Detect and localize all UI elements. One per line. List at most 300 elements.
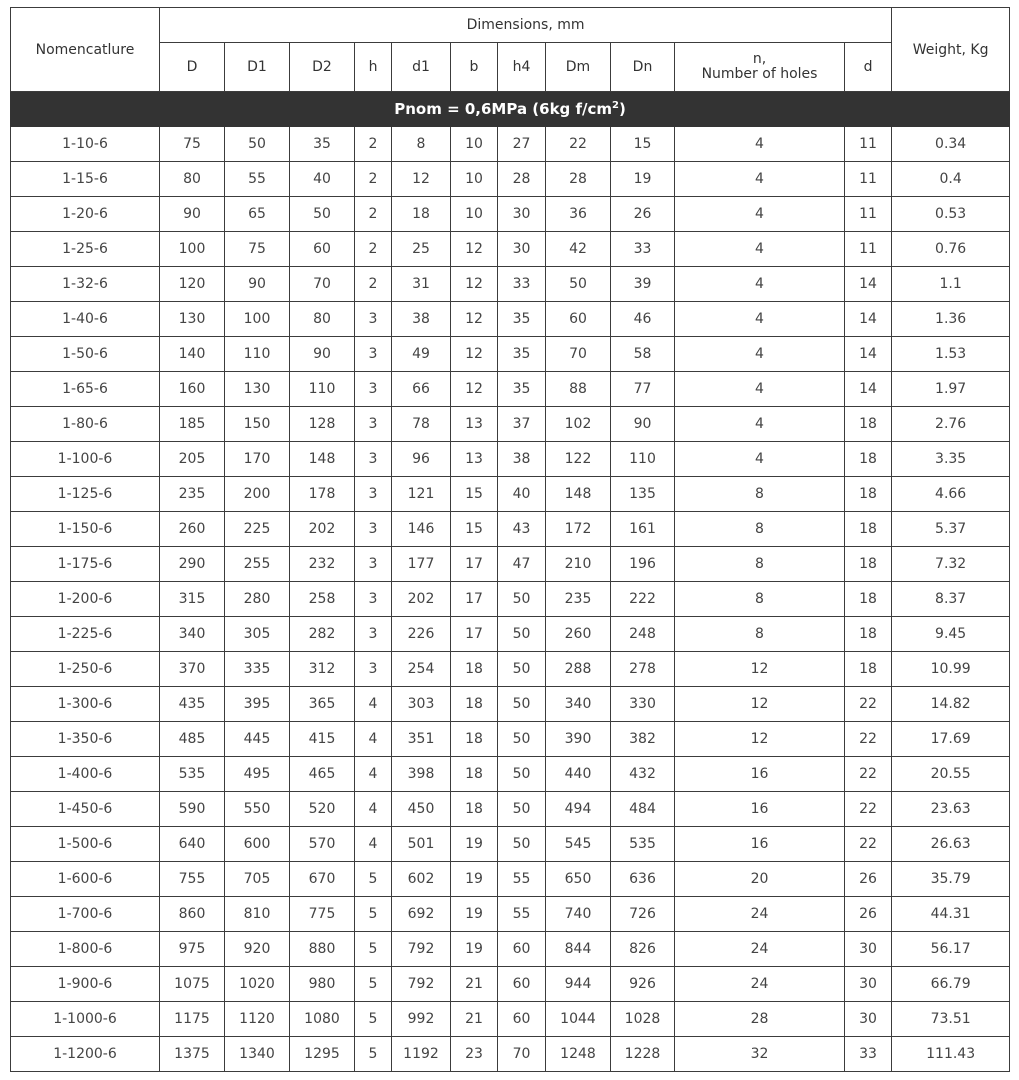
- cell-weight: 1.1: [892, 267, 1010, 302]
- cell-d: 14: [845, 302, 892, 337]
- cell-D: 130: [160, 302, 225, 337]
- table-row: [11, 862, 1010, 897]
- table-row: [11, 127, 1010, 162]
- cell-d: 30: [845, 967, 892, 1002]
- cell-h4: 28: [498, 162, 546, 197]
- cell-d: 11: [845, 162, 892, 197]
- cell-Dm: 42: [546, 232, 611, 267]
- cell-D2: 365: [290, 687, 355, 722]
- cell-d1: 8: [392, 127, 451, 162]
- cell-b: 12: [451, 302, 498, 337]
- cell-h4: 55: [498, 862, 546, 897]
- cell-h: 3: [355, 372, 392, 407]
- cell-Dn: 1228: [611, 1037, 675, 1072]
- cell-h4: 50: [498, 652, 546, 687]
- header-weight: Weight, Kg: [892, 8, 1010, 92]
- cell-weight: 17.69: [892, 722, 1010, 757]
- cell-D1: 280: [225, 582, 290, 617]
- cell-D: 1175: [160, 1002, 225, 1037]
- cell-b: 18: [451, 652, 498, 687]
- cell-d: 18: [845, 407, 892, 442]
- cell-D: 435: [160, 687, 225, 722]
- cell-d: 22: [845, 792, 892, 827]
- cell-d1: 398: [392, 757, 451, 792]
- cell-nomenclature: 1-900-6: [11, 967, 160, 1002]
- cell-d1: 177: [392, 547, 451, 582]
- cell-Dn: 26: [611, 197, 675, 232]
- cell-nomenclature: 1-40-6: [11, 302, 160, 337]
- cell-D: 340: [160, 617, 225, 652]
- cell-D: 185: [160, 407, 225, 442]
- cell-h: 3: [355, 442, 392, 477]
- cell-weight: 111.43: [892, 1037, 1010, 1072]
- cell-D1: 50: [225, 127, 290, 162]
- cell-Dn: 58: [611, 337, 675, 372]
- cell-nomenclature: 1-200-6: [11, 582, 160, 617]
- cell-h4: 50: [498, 687, 546, 722]
- cell-weight: 0.34: [892, 127, 1010, 162]
- cell-D1: 100: [225, 302, 290, 337]
- cell-nomenclature: 1-700-6: [11, 897, 160, 932]
- cell-h: 3: [355, 652, 392, 687]
- cell-weight: 4.66: [892, 477, 1010, 512]
- cell-h: 5: [355, 932, 392, 967]
- header-col-d: d: [845, 43, 892, 92]
- cell-D1: 445: [225, 722, 290, 757]
- cell-D2: 258: [290, 582, 355, 617]
- flange-spec-table: [10, 7, 1010, 1072]
- cell-D2: 570: [290, 827, 355, 862]
- table-row: [11, 757, 1010, 792]
- cell-b: 18: [451, 687, 498, 722]
- cell-Dm: 260: [546, 617, 611, 652]
- cell-h: 3: [355, 582, 392, 617]
- header-col-h: h: [355, 43, 392, 92]
- cell-d1: 38: [392, 302, 451, 337]
- cell-D2: 775: [290, 897, 355, 932]
- cell-nomenclature: 1-600-6: [11, 862, 160, 897]
- cell-D2: 520: [290, 792, 355, 827]
- header-col-d1: d1: [392, 43, 451, 92]
- table-row: [11, 617, 1010, 652]
- cell-D2: 1080: [290, 1002, 355, 1037]
- cell-weight: 9.45: [892, 617, 1010, 652]
- cell-d1: 226: [392, 617, 451, 652]
- header-col-D: D: [160, 43, 225, 92]
- cell-b: 15: [451, 512, 498, 547]
- cell-number-of-holes: 24: [675, 897, 845, 932]
- cell-Dn: 726: [611, 897, 675, 932]
- table-row: [11, 337, 1010, 372]
- cell-Dn: 46: [611, 302, 675, 337]
- table-row: [11, 547, 1010, 582]
- cell-d1: 12: [392, 162, 451, 197]
- cell-weight: 56.17: [892, 932, 1010, 967]
- cell-h: 3: [355, 617, 392, 652]
- pressure-band-superscript: 2: [612, 100, 620, 111]
- cell-D1: 1020: [225, 967, 290, 1002]
- cell-number-of-holes: 4: [675, 302, 845, 337]
- cell-weight: 3.35: [892, 442, 1010, 477]
- cell-number-of-holes: 12: [675, 652, 845, 687]
- cell-Dn: 1028: [611, 1002, 675, 1037]
- header-col-h4: h4: [498, 43, 546, 92]
- table-row: [11, 932, 1010, 967]
- cell-D1: 65: [225, 197, 290, 232]
- cell-number-of-holes: 12: [675, 687, 845, 722]
- table-row: [11, 442, 1010, 477]
- cell-b: 12: [451, 337, 498, 372]
- cell-Dm: 844: [546, 932, 611, 967]
- pressure-band: [11, 92, 1010, 127]
- cell-D1: 1120: [225, 1002, 290, 1037]
- header-nomenclature: Nomencatlure: [11, 8, 160, 92]
- header-holes-line2: Number of holes: [701, 66, 818, 82]
- cell-nomenclature: 1-450-6: [11, 792, 160, 827]
- cell-D2: 980: [290, 967, 355, 1002]
- cell-b: 17: [451, 582, 498, 617]
- cell-number-of-holes: 8: [675, 547, 845, 582]
- pressure-band-row: [11, 92, 1010, 127]
- cell-d: 14: [845, 337, 892, 372]
- cell-D1: 110: [225, 337, 290, 372]
- cell-Dn: 636: [611, 862, 675, 897]
- flange-spec-table-container: [10, 7, 1009, 1072]
- cell-D2: 60: [290, 232, 355, 267]
- cell-nomenclature: 1-300-6: [11, 687, 160, 722]
- cell-nomenclature: 1-800-6: [11, 932, 160, 967]
- cell-D: 120: [160, 267, 225, 302]
- cell-number-of-holes: 4: [675, 407, 845, 442]
- table-row: [11, 407, 1010, 442]
- cell-D2: 90: [290, 337, 355, 372]
- cell-d: 14: [845, 372, 892, 407]
- cell-b: 17: [451, 617, 498, 652]
- cell-d1: 25: [392, 232, 451, 267]
- cell-Dm: 210: [546, 547, 611, 582]
- cell-Dm: 172: [546, 512, 611, 547]
- cell-Dn: 90: [611, 407, 675, 442]
- cell-Dn: 135: [611, 477, 675, 512]
- cell-Dm: 340: [546, 687, 611, 722]
- cell-Dm: 50: [546, 267, 611, 302]
- cell-D2: 282: [290, 617, 355, 652]
- cell-b: 12: [451, 372, 498, 407]
- cell-Dm: 28: [546, 162, 611, 197]
- cell-number-of-holes: 4: [675, 267, 845, 302]
- cell-Dm: 1248: [546, 1037, 611, 1072]
- cell-b: 19: [451, 862, 498, 897]
- cell-d: 18: [845, 442, 892, 477]
- cell-D1: 200: [225, 477, 290, 512]
- table-row: [11, 302, 1010, 337]
- cell-D1: 90: [225, 267, 290, 302]
- cell-Dn: 39: [611, 267, 675, 302]
- cell-d: 18: [845, 582, 892, 617]
- cell-Dn: 926: [611, 967, 675, 1002]
- cell-b: 12: [451, 232, 498, 267]
- table-row: [11, 232, 1010, 267]
- cell-D2: 128: [290, 407, 355, 442]
- cell-Dm: 122: [546, 442, 611, 477]
- cell-weight: 0.4: [892, 162, 1010, 197]
- cell-h4: 60: [498, 967, 546, 1002]
- table-row: [11, 372, 1010, 407]
- cell-D: 290: [160, 547, 225, 582]
- cell-d: 22: [845, 687, 892, 722]
- cell-d1: 121: [392, 477, 451, 512]
- cell-h4: 55: [498, 897, 546, 932]
- cell-h: 5: [355, 1002, 392, 1037]
- cell-d: 26: [845, 862, 892, 897]
- cell-h: 2: [355, 127, 392, 162]
- cell-Dn: 19: [611, 162, 675, 197]
- cell-nomenclature: 1-1000-6: [11, 1002, 160, 1037]
- cell-h: 3: [355, 477, 392, 512]
- cell-D2: 1295: [290, 1037, 355, 1072]
- cell-Dn: 222: [611, 582, 675, 617]
- cell-h4: 35: [498, 302, 546, 337]
- cell-b: 15: [451, 477, 498, 512]
- cell-D1: 130: [225, 372, 290, 407]
- cell-d: 14: [845, 267, 892, 302]
- cell-Dn: 33: [611, 232, 675, 267]
- cell-D: 75: [160, 127, 225, 162]
- cell-d: 18: [845, 652, 892, 687]
- table-row: [11, 652, 1010, 687]
- table-row: [11, 582, 1010, 617]
- cell-b: 21: [451, 1002, 498, 1037]
- pressure-band-text: Pnom = 0,6MPa (6kg f/cm: [394, 100, 613, 118]
- cell-nomenclature: 1-175-6: [11, 547, 160, 582]
- cell-Dm: 545: [546, 827, 611, 862]
- cell-h: 3: [355, 547, 392, 582]
- cell-d: 11: [845, 127, 892, 162]
- cell-D1: 810: [225, 897, 290, 932]
- cell-b: 23: [451, 1037, 498, 1072]
- cell-h: 4: [355, 792, 392, 827]
- cell-weight: 14.82: [892, 687, 1010, 722]
- cell-D2: 415: [290, 722, 355, 757]
- table-row: [11, 967, 1010, 1002]
- cell-h4: 50: [498, 582, 546, 617]
- cell-D2: 148: [290, 442, 355, 477]
- cell-h: 2: [355, 232, 392, 267]
- cell-d: 26: [845, 897, 892, 932]
- cell-Dn: 161: [611, 512, 675, 547]
- cell-nomenclature: 1-10-6: [11, 127, 160, 162]
- cell-nomenclature: 1-25-6: [11, 232, 160, 267]
- cell-weight: 10.99: [892, 652, 1010, 687]
- cell-b: 13: [451, 442, 498, 477]
- cell-d1: 78: [392, 407, 451, 442]
- cell-d: 18: [845, 512, 892, 547]
- cell-D1: 225: [225, 512, 290, 547]
- cell-number-of-holes: 4: [675, 442, 845, 477]
- cell-h: 4: [355, 827, 392, 862]
- cell-Dm: 148: [546, 477, 611, 512]
- cell-Dn: 330: [611, 687, 675, 722]
- cell-D: 370: [160, 652, 225, 687]
- cell-D2: 70: [290, 267, 355, 302]
- cell-D1: 170: [225, 442, 290, 477]
- cell-Dn: 278: [611, 652, 675, 687]
- cell-Dm: 390: [546, 722, 611, 757]
- cell-D2: 670: [290, 862, 355, 897]
- cell-h: 2: [355, 267, 392, 302]
- cell-number-of-holes: 4: [675, 127, 845, 162]
- cell-D1: 395: [225, 687, 290, 722]
- cell-D: 590: [160, 792, 225, 827]
- cell-weight: 1.36: [892, 302, 1010, 337]
- cell-d1: 351: [392, 722, 451, 757]
- cell-h4: 35: [498, 372, 546, 407]
- cell-h: 3: [355, 407, 392, 442]
- cell-Dm: 494: [546, 792, 611, 827]
- header-col-Dm: Dm: [546, 43, 611, 92]
- cell-Dm: 1044: [546, 1002, 611, 1037]
- cell-Dm: 36: [546, 197, 611, 232]
- cell-weight: 20.55: [892, 757, 1010, 792]
- cell-d1: 450: [392, 792, 451, 827]
- cell-D: 80: [160, 162, 225, 197]
- cell-b: 19: [451, 932, 498, 967]
- cell-D1: 495: [225, 757, 290, 792]
- cell-nomenclature: 1-250-6: [11, 652, 160, 687]
- cell-weight: 0.53: [892, 197, 1010, 232]
- cell-h4: 50: [498, 722, 546, 757]
- cell-d1: 146: [392, 512, 451, 547]
- cell-b: 18: [451, 757, 498, 792]
- cell-d: 11: [845, 232, 892, 267]
- table-row: [11, 477, 1010, 512]
- cell-D: 535: [160, 757, 225, 792]
- cell-Dn: 826: [611, 932, 675, 967]
- cell-D2: 178: [290, 477, 355, 512]
- cell-b: 10: [451, 127, 498, 162]
- cell-b: 21: [451, 967, 498, 1002]
- cell-Dn: 432: [611, 757, 675, 792]
- cell-weight: 44.31: [892, 897, 1010, 932]
- cell-d1: 792: [392, 932, 451, 967]
- cell-d1: 254: [392, 652, 451, 687]
- table-row: [11, 267, 1010, 302]
- cell-nomenclature: 1-125-6: [11, 477, 160, 512]
- cell-number-of-holes: 28: [675, 1002, 845, 1037]
- cell-D1: 920: [225, 932, 290, 967]
- cell-h: 3: [355, 302, 392, 337]
- cell-nomenclature: 1-350-6: [11, 722, 160, 757]
- cell-number-of-holes: 4: [675, 162, 845, 197]
- cell-number-of-holes: 24: [675, 932, 845, 967]
- cell-Dm: 288: [546, 652, 611, 687]
- cell-D: 90: [160, 197, 225, 232]
- cell-nomenclature: 1-32-6: [11, 267, 160, 302]
- cell-Dn: 15: [611, 127, 675, 162]
- table-row: [11, 687, 1010, 722]
- cell-D: 485: [160, 722, 225, 757]
- cell-d1: 992: [392, 1002, 451, 1037]
- cell-D1: 305: [225, 617, 290, 652]
- table-row: [11, 512, 1010, 547]
- cell-number-of-holes: 8: [675, 617, 845, 652]
- table-row: [11, 722, 1010, 757]
- cell-Dm: 944: [546, 967, 611, 1002]
- cell-d: 22: [845, 722, 892, 757]
- cell-D: 315: [160, 582, 225, 617]
- cell-Dn: 382: [611, 722, 675, 757]
- cell-Dn: 196: [611, 547, 675, 582]
- cell-d1: 303: [392, 687, 451, 722]
- cell-weight: 7.32: [892, 547, 1010, 582]
- cell-nomenclature: 1-150-6: [11, 512, 160, 547]
- cell-D: 755: [160, 862, 225, 897]
- cell-D: 1075: [160, 967, 225, 1002]
- table-header: [11, 8, 1010, 92]
- cell-Dn: 484: [611, 792, 675, 827]
- cell-d1: 1192: [392, 1037, 451, 1072]
- cell-D: 1375: [160, 1037, 225, 1072]
- cell-D1: 255: [225, 547, 290, 582]
- cell-d: 18: [845, 617, 892, 652]
- cell-nomenclature: 1-50-6: [11, 337, 160, 372]
- cell-h4: 30: [498, 197, 546, 232]
- cell-b: 18: [451, 722, 498, 757]
- header-col-b: b: [451, 43, 498, 92]
- header-dimensions: Dimensions, mm: [160, 8, 892, 43]
- cell-nomenclature: 1-20-6: [11, 197, 160, 232]
- cell-nomenclature: 1-65-6: [11, 372, 160, 407]
- cell-Dn: 535: [611, 827, 675, 862]
- cell-b: 17: [451, 547, 498, 582]
- table-row: [11, 162, 1010, 197]
- cell-weight: 23.63: [892, 792, 1010, 827]
- cell-number-of-holes: 4: [675, 337, 845, 372]
- table-row: [11, 1037, 1010, 1072]
- cell-h4: 60: [498, 932, 546, 967]
- header-col-D2: D2: [290, 43, 355, 92]
- cell-d: 22: [845, 757, 892, 792]
- cell-number-of-holes: 4: [675, 197, 845, 232]
- cell-D: 140: [160, 337, 225, 372]
- cell-d1: 49: [392, 337, 451, 372]
- cell-h4: 27: [498, 127, 546, 162]
- cell-h4: 37: [498, 407, 546, 442]
- cell-number-of-holes: 12: [675, 722, 845, 757]
- cell-D2: 202: [290, 512, 355, 547]
- cell-h4: 35: [498, 337, 546, 372]
- cell-b: 18: [451, 792, 498, 827]
- cell-h: 4: [355, 687, 392, 722]
- cell-Dn: 77: [611, 372, 675, 407]
- table-row: [11, 1002, 1010, 1037]
- cell-d1: 96: [392, 442, 451, 477]
- cell-d: 18: [845, 477, 892, 512]
- cell-d1: 501: [392, 827, 451, 862]
- cell-d: 11: [845, 197, 892, 232]
- cell-number-of-holes: 4: [675, 372, 845, 407]
- table-body: [11, 127, 1010, 1072]
- cell-h4: 50: [498, 827, 546, 862]
- cell-d1: 66: [392, 372, 451, 407]
- cell-number-of-holes: 8: [675, 477, 845, 512]
- header-row-columns: [11, 43, 1010, 92]
- cell-Dm: 22: [546, 127, 611, 162]
- cell-h4: 43: [498, 512, 546, 547]
- cell-Dm: 70: [546, 337, 611, 372]
- cell-h4: 50: [498, 792, 546, 827]
- cell-d: 18: [845, 547, 892, 582]
